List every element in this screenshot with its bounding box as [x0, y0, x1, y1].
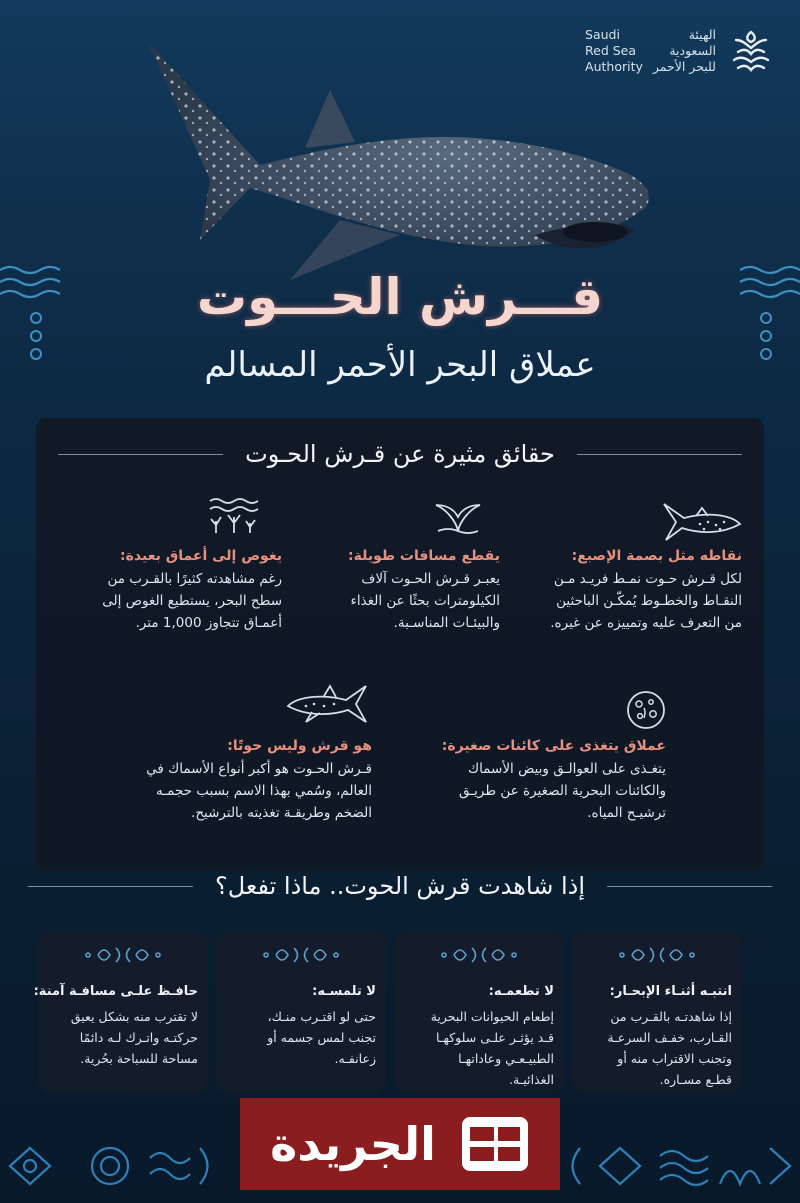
fact-long-distances — [300, 548, 500, 634]
fact-line: الكيلومترات بحثًا عن الغذاء — [350, 593, 500, 609]
shark-side-icon — [284, 682, 370, 730]
divider — [607, 886, 772, 887]
tip-line: حتى لو اقتـرب منـك، — [267, 1009, 376, 1024]
divider — [58, 454, 223, 455]
fact-line: ترشيـح المياه. — [587, 805, 666, 821]
fact-deep-diving — [86, 548, 282, 634]
fact-line: الضخم وطريقـة تغذيته بالترشيح. — [191, 805, 372, 821]
fact-title: يغوص إلى أعماق بعيدة: — [120, 548, 282, 564]
tip-line: قـد يؤثـر علـى سلوكهـا — [435, 1030, 554, 1045]
coral-waves-icon — [206, 495, 262, 535]
tip-line: لا تقترب منه بشكل يعيق — [70, 1009, 198, 1024]
red-sea-emblem-icon — [726, 26, 776, 76]
tip-line: إذا شاهدتـه بالقـرب من — [610, 1009, 732, 1024]
page-subtitle: عملاق البحر الأحمر المسالم — [204, 345, 596, 385]
tip-title: لا تلمسـه: — [312, 984, 376, 999]
tip-line: الغذائيـة. — [509, 1072, 554, 1087]
logo-ar-line: الهيئة — [688, 27, 716, 42]
fact-title: نقاطه مثل بصمة الإصبع: — [571, 548, 742, 564]
tip-line: الطبيـعـي وعاداتهـا — [458, 1051, 554, 1066]
page-title: قـــرش الحـــوت — [196, 268, 604, 326]
fact-shark-not-whale — [140, 738, 372, 824]
divider — [577, 454, 742, 455]
fact-line: النقـاط والخطـوط يُمكّـن الباحثين — [556, 593, 742, 609]
logo-en-line: Saudi — [585, 27, 620, 42]
logo-ar-line: للبحر الأحمر — [652, 59, 716, 74]
fact-line: رغم مشاهدته كثيرًا بالقـرب من — [107, 571, 282, 587]
tip-title: حافـظ علـى مسافـة آمنة: — [33, 984, 198, 999]
tip-line: القـارب، خفـف السرعـة — [607, 1030, 732, 1045]
fact-line: من التعرف عليه وتمييزه عن غيره. — [550, 615, 742, 631]
tip-body — [226, 1006, 376, 1069]
fact-fingerprint-spots — [528, 548, 742, 634]
newspaper-brand-banner — [240, 1098, 560, 1190]
ornament-icon — [394, 940, 564, 970]
tips-heading: إذا شاهدت قرش الحوت.. ماذا تفعل؟ — [214, 872, 585, 900]
tip-body — [582, 1006, 732, 1090]
tip-line: مساحة للسباحة بحُرية. — [80, 1051, 198, 1066]
tip-card-keep-distance — [33, 932, 208, 1092]
fact-title: يقطع مسافات طويلة: — [348, 548, 500, 564]
fact-line: والكائنات البحرية الصغيرة عن طريـق — [458, 783, 666, 799]
tip-body — [404, 1006, 554, 1090]
logo-arabic-name — [653, 27, 716, 75]
fact-line: قـرش الحـوت هو أكبر أنواع الأسماك في — [146, 761, 372, 777]
tip-line: تجنب لمس جسمه أو — [267, 1030, 376, 1045]
plankton-icon — [618, 688, 674, 732]
tip-card-dont-feed — [394, 932, 564, 1092]
tip-body — [48, 1006, 198, 1069]
fact-title: عملاق يتغذى على كائنات صغيرة: — [441, 738, 666, 754]
whale-shark-icon — [660, 500, 744, 546]
fact-line: العالم، وسُمي بهذا الاسم بسبب حجمـه — [155, 783, 372, 799]
brand-name: الجريدة — [270, 1117, 436, 1171]
tip-line: قطـع مسـاره. — [659, 1072, 732, 1087]
ornament-icon — [38, 940, 208, 970]
facts-heading-row — [0, 440, 800, 468]
logo-ar-line: السعودية — [669, 43, 716, 58]
logo-en-line: Red Sea — [585, 43, 637, 58]
fact-title: هو قرش وليس حوتًا: — [227, 738, 372, 754]
divider — [28, 886, 193, 887]
fact-line: أعمـاق تتجاوز 1,000 متر. — [135, 615, 282, 631]
whale-tail-icon — [430, 497, 486, 537]
newspaper-icon — [460, 1115, 530, 1173]
tip-line: حركتـه واتـرك لـه دائمًا — [79, 1030, 198, 1045]
facts-heading: حقائق مثيرة عن قـرش الحـوت — [245, 440, 555, 468]
fact-line: سطح البحر، يستطيع الغوص إلى — [102, 593, 282, 609]
tip-line: وتجنب الاقتراب منه أو — [617, 1051, 732, 1066]
tip-title: انتبـه أثنـاء الإبحـار: — [609, 984, 732, 999]
fact-feeds-on-small-creatures — [438, 738, 666, 824]
ornament-icon — [572, 940, 742, 970]
fact-line: لكل قـرش حـوت نمـط فريـد مـن — [553, 571, 742, 587]
tip-title: لا تطعمـه: — [488, 984, 554, 999]
tip-line: زعانفـه. — [334, 1051, 376, 1066]
fact-line: يعبـر قـرش الحـوت آلاف — [361, 571, 500, 587]
tip-card-dont-touch — [216, 932, 386, 1092]
tips-heading-row — [0, 872, 800, 900]
tip-card-careful-sailing — [572, 932, 742, 1092]
logo-en-line: Authority — [585, 59, 643, 74]
fact-line: والبيئـات المناسـبة. — [393, 615, 500, 631]
fact-line: يتغـذى على العوالـق وبيض الأسماك — [467, 761, 666, 777]
whale-shark-illustration — [140, 30, 660, 300]
tip-line: إطعام الحيوانات البحرية — [430, 1009, 554, 1024]
ornament-icon — [216, 940, 386, 970]
